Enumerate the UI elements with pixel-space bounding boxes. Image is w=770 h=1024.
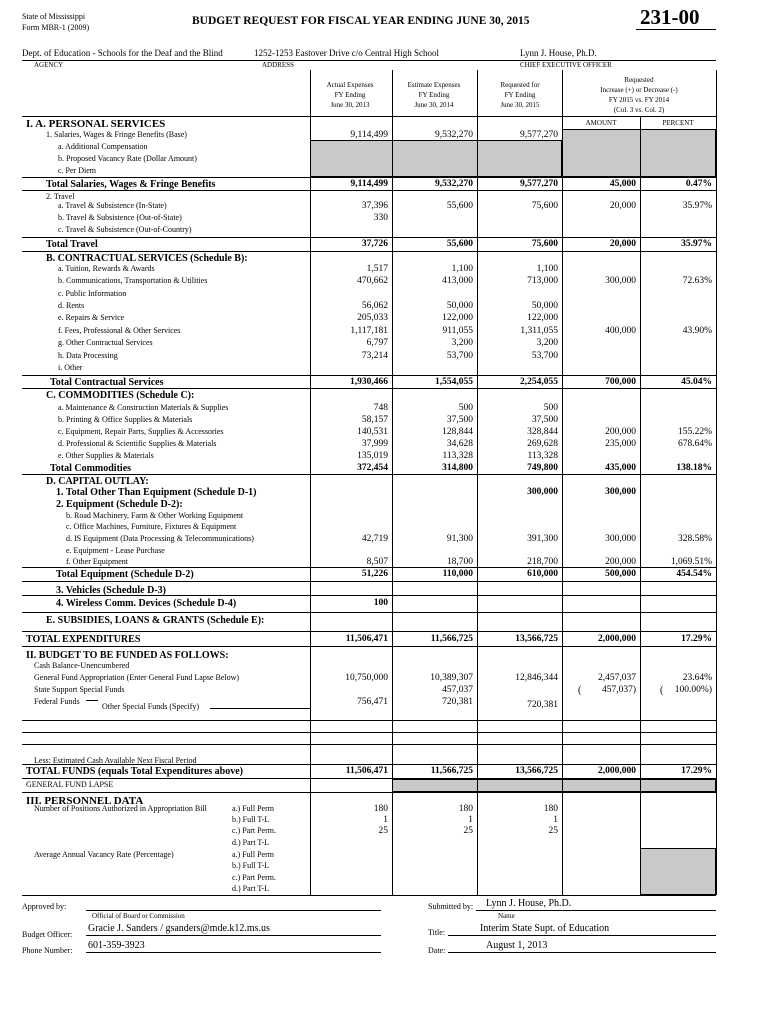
row-label: c. Per Diem [58, 166, 96, 175]
row-label: e. Equipment - Lease Purchase [66, 546, 165, 555]
cell-amt[interactable]: 300,000 [605, 487, 636, 497]
row-label: c. Equipment, Repair Parts, Supplies & Accessories [58, 427, 224, 436]
cell-r[interactable]: 75,600 [531, 239, 558, 249]
paren-open: ( [660, 685, 664, 696]
cell-r[interactable]: 218,700 [527, 557, 558, 567]
other-special-funds: Other Special Funds (Specify) [102, 702, 200, 711]
row-label: d. IS Equipment (Data Processing & Telecommunications) [66, 534, 254, 543]
cell-e[interactable]: 122,000 [442, 313, 473, 323]
row-label: I. A. PERSONAL SERVICES [26, 118, 166, 130]
row-label: TOTAL FUNDS (equals Total Expenditures above) [26, 766, 243, 777]
form-number: Form MBR-1 (2009) [22, 23, 90, 32]
row-label: e. Repairs & Service [58, 313, 125, 322]
cell-a[interactable]: 73,214 [361, 351, 388, 361]
cell-r[interactable]: 749,800 [527, 463, 558, 473]
cell-r[interactable]: 2,254,055 [520, 377, 558, 387]
row-label: Cash Balance-Unencumbered [34, 661, 130, 670]
positions-label: Number of Positions Authorized in Appropriation Bill [34, 804, 207, 813]
col-requested-header: Requested for FY Ending June 30, 2015 [500, 81, 540, 109]
cell-r[interactable]: 50,000 [531, 301, 558, 311]
cell-e[interactable]: 55,600 [446, 239, 473, 249]
cell-pct[interactable]: 17.29% [681, 634, 712, 644]
cell-amt[interactable]: 200,000 [605, 557, 636, 567]
grid-line-9 [22, 581, 716, 582]
row-label: GENERAL FUND LAPSE [26, 780, 114, 789]
cell-amt[interactable]: 20,000 [609, 201, 636, 211]
row-label: a. Maintenance & Construction Materials & Supplies [58, 403, 229, 412]
grid-bottom [22, 895, 716, 896]
cell-e[interactable]: 55,600 [446, 201, 473, 211]
date-value: August 1, 2013 [486, 940, 548, 951]
row-label: d. Professional & Scientific Supplies & Materials [58, 439, 217, 448]
cell-a[interactable]: 330 [373, 213, 388, 223]
cell-e[interactable]: 91,300 [446, 534, 473, 544]
col-div-6 [716, 70, 717, 895]
cell-a[interactable]: 748 [373, 403, 388, 413]
cell-r[interactable]: 300,000 [527, 487, 558, 497]
personnel-item-label: b.) Full T-L [232, 861, 270, 870]
row-label: III. PERSONNEL DATA [26, 795, 144, 807]
cell-amt[interactable]: 2,000,000 [598, 766, 636, 776]
grid-line-1 [22, 177, 716, 178]
row-label: General Fund Appropriation (Enter General Fund Lapse Below) [34, 673, 240, 682]
cell-pct[interactable]: 17.29% [681, 766, 712, 776]
state-name: State of Mississippi [22, 12, 86, 21]
cell-r[interactable]: 269,628 [527, 439, 558, 449]
cell-e[interactable]: 110,000 [442, 569, 473, 579]
row-label: c. Office Machines, Furniture, Fixtures & Equipment [66, 522, 237, 531]
cell-e[interactable]: 128,844 [442, 427, 473, 437]
cell-r[interactable]: 122,000 [527, 313, 558, 323]
cell-r[interactable]: 328,844 [527, 427, 558, 437]
row-label: B. CONTRACTUAL SERVICES (Schedule B): [46, 253, 248, 264]
row-label: i. Other [58, 363, 83, 372]
cell-a[interactable]: 470,662 [357, 276, 388, 286]
agency-label: AGENCY [34, 61, 64, 69]
cell-r[interactable]: 610,000 [527, 569, 558, 579]
row-label: Total Equipment (Schedule D-2) [56, 569, 194, 580]
cell-pct[interactable]: 328.58% [677, 534, 712, 544]
cell-e[interactable]: 10,389,307 [430, 673, 473, 683]
row-label: f. Other Equipment [66, 557, 128, 566]
cell-a[interactable]: 37,999 [361, 439, 388, 449]
col-actual-header: Actual Expenses FY Ending June 30, 2013 [326, 81, 374, 109]
cell-e[interactable]: 113,328 [442, 451, 473, 461]
grid-line-13 [22, 646, 716, 647]
cell-r[interactable]: 37,500 [531, 415, 558, 425]
cell-e[interactable]: 1,100 [451, 264, 473, 274]
col-div-4 [562, 70, 563, 895]
cell-a[interactable]: 1,517 [366, 264, 388, 274]
cell-e[interactable]: 18,700 [446, 557, 473, 567]
vacancy-label: Average Annual Vacancy Rate (Percentage) [34, 850, 174, 859]
row-label: 4. Wireless Comm. Devices (Schedule D-4) [56, 598, 237, 609]
cell-e[interactable]: 457,037 [442, 685, 473, 695]
row-label: II. BUDGET TO BE FUNDED AS FOLLOWS: [26, 650, 229, 661]
personnel-item-label: c.) Part Perm. [232, 873, 276, 882]
cell-pct[interactable]: 0.47% [685, 179, 712, 189]
personnel-item-label: d.) Part T-L [232, 884, 270, 893]
row-label: 3. Vehicles (Schedule D-3) [56, 585, 166, 596]
cell-amt[interactable]: 2,000,000 [598, 634, 636, 644]
cell-pct[interactable]: 138.18% [676, 463, 712, 473]
row-label: 1. Salaries, Wages & Fringe Benefits (Base) [46, 130, 187, 139]
cell-r[interactable]: 13,566,725 [515, 766, 558, 776]
cell-a[interactable]: 1,930,466 [350, 377, 388, 387]
phone-line[interactable] [86, 952, 381, 953]
col-div-3 [477, 70, 478, 895]
grid-line-16 [22, 744, 716, 745]
row-label: b. Proposed Vacancy Rate (Dollar Amount) [58, 154, 197, 163]
row-label: State Support Special Funds [34, 685, 125, 694]
approved-by-line[interactable] [86, 910, 381, 911]
personnel-cell-r[interactable]: 180 [543, 804, 558, 814]
cell-r[interactable]: 713,000 [527, 276, 558, 286]
personnel-cell-e[interactable]: 180 [458, 804, 473, 814]
grid-sub [562, 129, 716, 130]
row-label: e. Other Supplies & Materials [58, 451, 154, 460]
percent-header: PERCENT [662, 119, 694, 127]
cell-a[interactable]: 6,797 [366, 338, 388, 348]
cell-r[interactable]: 13,566,725 [515, 634, 558, 644]
cell-r[interactable]: 9,577,270 [520, 130, 558, 140]
agency-address: 1252-1253 Eastover Drive c/o Central High School [254, 48, 439, 58]
personnel-item-label: d.) Part T-L [232, 838, 270, 847]
shaded-personal-change [562, 129, 716, 177]
cell-r[interactable]: 1,311,055 [520, 326, 558, 336]
row-label: b. Travel & Subsistence (Out-of-State) [58, 213, 182, 222]
grid-line-8 [22, 567, 716, 568]
cell-a[interactable]: 372,454 [357, 463, 388, 473]
cell-a[interactable]: 1,117,181 [350, 326, 388, 336]
cell-amt[interactable]: 457,037) [601, 685, 636, 695]
cell-pct[interactable]: 678.64% [677, 439, 712, 449]
personnel-cell-a[interactable]: 25 [378, 826, 388, 836]
grid-line-4 [22, 251, 716, 252]
cell-pct[interactable]: 1,069.51% [670, 557, 712, 567]
row-label: Less: Estimated Cash Available Next Fiscal Period [34, 756, 197, 765]
cell-pct[interactable]: 100.00%) [674, 685, 712, 695]
cell-e[interactable]: 37,500 [446, 415, 473, 425]
paren-open: ( [578, 685, 582, 696]
grid-line-7 [22, 474, 716, 475]
cell-a[interactable]: 100 [373, 598, 388, 608]
cell-a[interactable]: 9,114,499 [350, 130, 388, 140]
row-label: Total Commodities [50, 463, 132, 474]
col-div-5 [640, 116, 641, 895]
cell-r[interactable]: 720,381 [527, 700, 558, 710]
cell-r[interactable]: 113,328 [527, 451, 558, 461]
cell-pct[interactable]: 43.90% [682, 326, 712, 336]
cell-amt[interactable]: 400,000 [605, 326, 636, 336]
row-label: TOTAL EXPENDITURES [26, 634, 141, 645]
cell-a[interactable]: 11,506,471 [345, 766, 388, 776]
cell-r[interactable]: 12,846,344 [515, 673, 558, 683]
col-change-header: Requested Increase (+) or Decrease (-) FY 2015 vs. FY 2014 (Col. 3 vs. Col. 2) [600, 76, 678, 114]
cell-pct[interactable]: 35.97% [682, 201, 712, 211]
title-line[interactable] [448, 935, 716, 936]
approved-by-label: Approved by: [22, 902, 67, 911]
cell-e[interactable]: 720,381 [442, 697, 473, 707]
grid-line-19 [22, 792, 716, 793]
row-label: Federal Funds [34, 697, 80, 706]
budget-officer-label: Budget Officer: [22, 930, 73, 939]
cell-a[interactable]: 37,726 [361, 239, 388, 249]
cell-e[interactable]: 9,532,270 [435, 179, 473, 189]
row-label: 2. Equipment (Schedule D-2): [56, 499, 183, 510]
col-div-1 [310, 70, 311, 895]
name-label: Name [498, 912, 515, 920]
row-label: D. CAPITAL OUTLAY: [46, 476, 149, 487]
amount-header: AMOUNT [585, 119, 617, 127]
phone-value: 601-359-3923 [88, 940, 145, 951]
cell-a[interactable]: 8,507 [366, 557, 388, 567]
row-label: a. Tuition, Rewards & Awards [58, 264, 155, 273]
cell-amt[interactable]: 235,000 [605, 439, 636, 449]
cell-a[interactable]: 140,531 [357, 427, 388, 437]
address-label: ADDRESS [262, 61, 294, 69]
cell-e[interactable]: 413,000 [442, 276, 473, 286]
title-value: Interim State Supt. of Education [480, 923, 610, 934]
shaded-vacancy [640, 848, 716, 895]
row-label: 1. Total Other Than Equipment (Schedule D-1) [56, 487, 257, 498]
code-underline [636, 29, 716, 30]
row-label: a. Additional Compensation [58, 142, 148, 151]
cell-a[interactable]: 56,062 [361, 301, 388, 311]
personnel-item-label: a.) Full Perm [232, 850, 274, 859]
budget-officer-value: Gracie J. Sanders / gsanders@mde.k12.ms.us [88, 923, 270, 934]
form-title: BUDGET REQUEST FOR FISCAL YEAR ENDING JUNE 30, 2015 [192, 15, 530, 27]
cell-amt[interactable]: 2,457,037 [598, 673, 636, 683]
cell-e[interactable]: 500 [458, 403, 473, 413]
cell-r[interactable]: 75,600 [531, 201, 558, 211]
grid-line-2 [22, 190, 716, 191]
grid-line-11 [22, 612, 716, 613]
ceo-label: CHIEF EXECUTIVE OFFICER [520, 61, 612, 69]
personnel-item-label: a.) Full Perm [232, 804, 274, 813]
cell-a[interactable]: 37,396 [361, 201, 388, 211]
cell-r[interactable]: 391,300 [527, 534, 558, 544]
cell-pct[interactable]: 155.22% [677, 427, 712, 437]
row-label: Total Salaries, Wages & Fringe Benefits [46, 179, 216, 190]
cell-a[interactable]: 10,750,000 [345, 673, 388, 683]
cell-e[interactable]: 11,566,725 [430, 766, 473, 776]
grid-line-5 [22, 375, 716, 376]
row-label: C. COMMODITIES (Schedule C): [46, 390, 195, 401]
row-label: g. Other Contractual Services [58, 338, 153, 347]
cell-e[interactable]: 9,532,270 [435, 130, 473, 140]
cell-a[interactable]: 756,471 [357, 697, 388, 707]
personnel-item-label: b.) Full T-L [232, 815, 270, 824]
other-special-underline [210, 708, 310, 709]
col-estimate-header: Estimate Expenses FY Ending June 30, 2014 [407, 81, 461, 109]
personnel-cell-a[interactable]: 180 [373, 804, 388, 814]
cell-a[interactable]: 135,019 [357, 451, 388, 461]
cell-r[interactable]: 9,577,270 [520, 179, 558, 189]
cell-pct[interactable]: 45.04% [681, 377, 712, 387]
cell-pct[interactable]: 35.97% [681, 239, 712, 249]
grid-top [22, 116, 716, 117]
row-label: b. Road Machinery, Farm & Other Working Equipment [66, 511, 244, 520]
grid-line-18 [22, 778, 716, 779]
federal-underline [86, 700, 98, 701]
cell-amt[interactable]: 200,000 [605, 427, 636, 437]
row-label: h. Data Processing [58, 351, 118, 360]
cell-a[interactable]: 42,719 [361, 534, 388, 544]
row-label: a. Travel & Subsistence (In-State) [58, 201, 167, 210]
shaded-lapse [392, 779, 716, 792]
cell-amt[interactable]: 700,000 [605, 377, 636, 387]
grid-line-15 [22, 732, 716, 733]
row-label: Total Contractual Services [50, 377, 164, 388]
grid-line-12 [22, 631, 716, 632]
row-label: b. Printing & Office Supplies & Materials [58, 415, 193, 424]
grid-line-14 [22, 720, 716, 721]
personnel-cell-r[interactable]: 25 [548, 826, 558, 836]
cell-e[interactable]: 3,200 [451, 338, 473, 348]
cell-r[interactable]: 1,100 [536, 264, 558, 274]
title-label: Title: [428, 928, 446, 937]
date-line[interactable] [448, 952, 716, 953]
cell-e[interactable]: 1,554,055 [435, 377, 473, 387]
shaded-additional-comp [310, 140, 562, 177]
col-div-2 [392, 70, 393, 895]
cell-a[interactable]: 58,157 [361, 415, 388, 425]
grid-line-6 [22, 388, 716, 389]
personnel-item-label: c.) Part Perm. [232, 826, 276, 835]
cell-pct[interactable]: 23.64% [682, 673, 712, 683]
form-code: 231-00 [640, 5, 700, 29]
submitted-by-label: Submitted by: [428, 902, 474, 911]
row-label: b. Communications, Transportation & Utilities [58, 276, 208, 285]
row-label: c. Public Information [58, 289, 127, 298]
cell-amt[interactable]: 300,000 [605, 276, 636, 286]
cell-amt[interactable]: 20,000 [609, 239, 636, 249]
cell-amt[interactable]: 45,000 [609, 179, 636, 189]
board-label: Official of Board or Commission [92, 912, 185, 920]
cell-a[interactable]: 11,506,471 [345, 634, 388, 644]
cell-e[interactable]: 911,055 [442, 326, 473, 336]
cell-amt[interactable]: 435,000 [605, 463, 636, 473]
row-label: f. Fees, Professional & Other Services [58, 326, 181, 335]
cell-a[interactable]: 9,114,499 [350, 179, 388, 189]
cell-pct[interactable]: 72.63% [682, 276, 712, 286]
cell-r[interactable]: 3,200 [536, 338, 558, 348]
grid-line-3 [22, 237, 716, 238]
cell-e[interactable]: 50,000 [446, 301, 473, 311]
personnel-cell-a[interactable]: 1 [383, 815, 388, 825]
cell-pct[interactable]: 454.54% [676, 569, 712, 579]
row-label: d. Rents [58, 301, 85, 310]
cell-e[interactable]: 53,700 [446, 351, 473, 361]
row-label: c. Travel & Subsistence (Out-of-Country) [58, 225, 192, 234]
personnel-cell-r[interactable]: 1 [553, 815, 558, 825]
budget-officer-line[interactable] [86, 935, 381, 936]
cell-a[interactable]: 51,226 [361, 569, 388, 579]
row-label: E. SUBSIDIES, LOANS & GRANTS (Schedule E): [46, 615, 265, 626]
cell-r[interactable]: 500 [543, 403, 558, 413]
row-label: 2. Travel [46, 192, 75, 201]
cell-amt[interactable]: 500,000 [605, 569, 636, 579]
cell-amt[interactable]: 300,000 [605, 534, 636, 544]
personnel-cell-e[interactable]: 25 [463, 826, 473, 836]
cell-e[interactable]: 34,628 [446, 439, 473, 449]
submitted-by-line[interactable] [476, 910, 716, 911]
submitted-by-value: Lynn J. House, Ph.D. [486, 898, 572, 909]
cell-r[interactable]: 53,700 [531, 351, 558, 361]
cell-e[interactable]: 11,566,725 [430, 634, 473, 644]
row-label: Total Travel [46, 239, 98, 250]
agency-name: Dept. of Education - Schools for the Deaf and the Blind [22, 48, 223, 58]
cell-a[interactable]: 205,033 [357, 313, 388, 323]
date-label: Date: [428, 946, 446, 955]
ceo-name: Lynn J. House, Ph.D. [520, 48, 597, 58]
cell-e[interactable]: 314,800 [442, 463, 473, 473]
personnel-cell-e[interactable]: 1 [468, 815, 473, 825]
phone-label: Phone Number: [22, 946, 73, 955]
